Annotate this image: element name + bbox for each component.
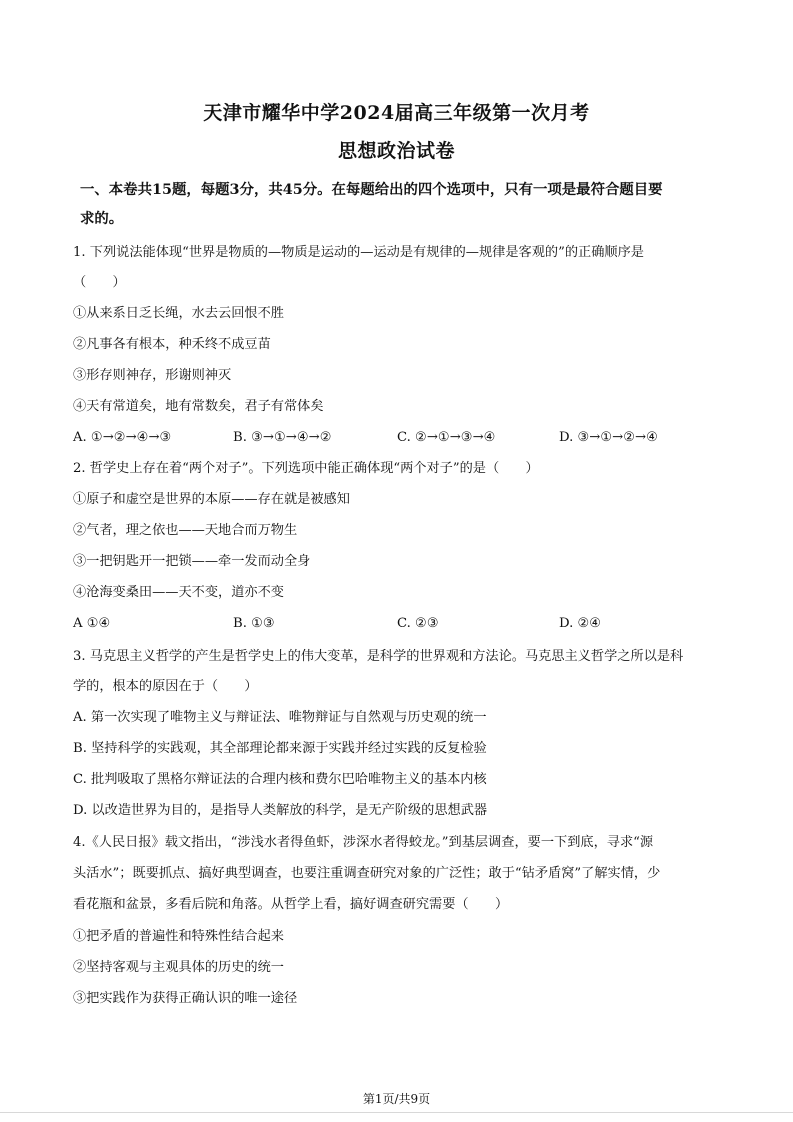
exam-subtitle: 思想政治试卷 xyxy=(337,140,455,162)
q3-option-a[interactable]: A. 第一次实现了唯物主义与辩证法、唯物辩证与自然观与历史观的统一 xyxy=(73,710,487,725)
section-instruction-line-1: 一、本卷共15题，每题3分，共45分。在每题给出的四个选项中，只有一项是最符合题目要 xyxy=(80,181,663,198)
q4-item-2: ②坚持客观与主观具体的历史的统一 xyxy=(73,960,284,975)
q2-options xyxy=(73,615,733,633)
q2-item-4: ④沧海变桑田——天不变，道亦不变 xyxy=(73,585,284,600)
q4-item-1: ①把矛盾的普遍性和特殊性结合起来 xyxy=(73,929,284,944)
q1-option-c[interactable]: C. ②→①→③→④ xyxy=(397,430,496,445)
q3-option-c[interactable]: C. 批判吸取了黑格尔辩证法的合理内核和费尔巴哈唯物主义的基本内核 xyxy=(73,772,487,787)
q1-option-b[interactable]: B. ③→①→④→② xyxy=(233,430,332,445)
q1-item-2: ②凡事各有根本，种禾终不成豆苗 xyxy=(73,337,271,352)
q4-stem-line-1: 4.《人民日报》载文指出，“涉浅水者得鱼虾，涉深水者得蛟龙。”到基层调查，要一下到底，寻求“源 xyxy=(73,835,654,850)
q2-item-2: ②气者，理之依也——天地合而万物生 xyxy=(73,523,298,538)
section-instruction-line-2: 求的。 xyxy=(80,210,124,227)
q2-option-a[interactable]: A ①④ xyxy=(73,616,111,631)
q1-option-d[interactable]: D. ③→①→②→④ xyxy=(559,430,658,445)
exam-title: 天津市耀华中学2024届高三年级第一次月考 xyxy=(203,102,590,124)
q2-option-c[interactable]: C. ②③ xyxy=(397,616,439,631)
q1-item-3: ③形存则神存，形谢则神灭 xyxy=(73,368,232,383)
q2-item-3: ③一把钥匙开一把锁——牵一发而动全身 xyxy=(73,554,311,569)
q3-stem-line-1: 3. 马克思主义哲学的产生是哲学史上的伟大变革，是科学的世界观和方法论。马克思主义哲学之所以是科 xyxy=(73,649,684,664)
q1-option-a[interactable]: A. ①→②→④→③ xyxy=(73,430,172,445)
q4-item-3: ③把实践作为获得正确认识的唯一途径 xyxy=(73,991,298,1006)
q1-options xyxy=(73,429,733,447)
q4-stem-line-2: 头活水”；既要抓点、搞好典型调查，也要注重调查研究对象的广泛性；敢于“钻矛盾窝”了解实情，少 xyxy=(73,866,661,881)
q2-option-b[interactable]: B. ①③ xyxy=(233,616,275,631)
q1-item-1: ①从来系日乏长绳，水去云回恨不胜 xyxy=(73,306,284,321)
q4-stem-line-3: 看花瓶和盆景，多看后院和角落。从哲学上看，搞好调查研究需要（ ） xyxy=(73,897,509,912)
q1-item-4: ④天有常道矣，地有常数矣，君子有常体矣 xyxy=(73,399,324,414)
q1-stem-line-1: 1. 下列说法能体现“世界是物质的—物质是运动的—运动是有规律的—规律是客观的”的正确顺序是 xyxy=(73,245,644,260)
q3-stem-line-2: 学的，根本的原因在于（ ） xyxy=(73,679,258,694)
page-number: 第1页/共9页 xyxy=(362,1092,431,1106)
q2-stem: 2. 哲学史上存在着“两个对子”。下列选项中能正确体现“两个对子”的是（ ） xyxy=(73,461,539,476)
q3-option-b[interactable]: B. 坚持科学的实践观，其全部理论都来源于实践并经过实践的反复检验 xyxy=(73,741,487,756)
page-bottom-divider xyxy=(0,1112,793,1113)
q3-option-d[interactable]: D. 以改造世界为目的，是指导人类解放的科学，是无产阶级的思想武器 xyxy=(73,803,488,818)
q2-item-1: ①原子和虚空是世界的本原——存在就是被感知 xyxy=(73,492,350,507)
q1-stem-line-2: （ ） xyxy=(73,275,126,290)
q2-option-d[interactable]: D. ②④ xyxy=(559,616,602,631)
